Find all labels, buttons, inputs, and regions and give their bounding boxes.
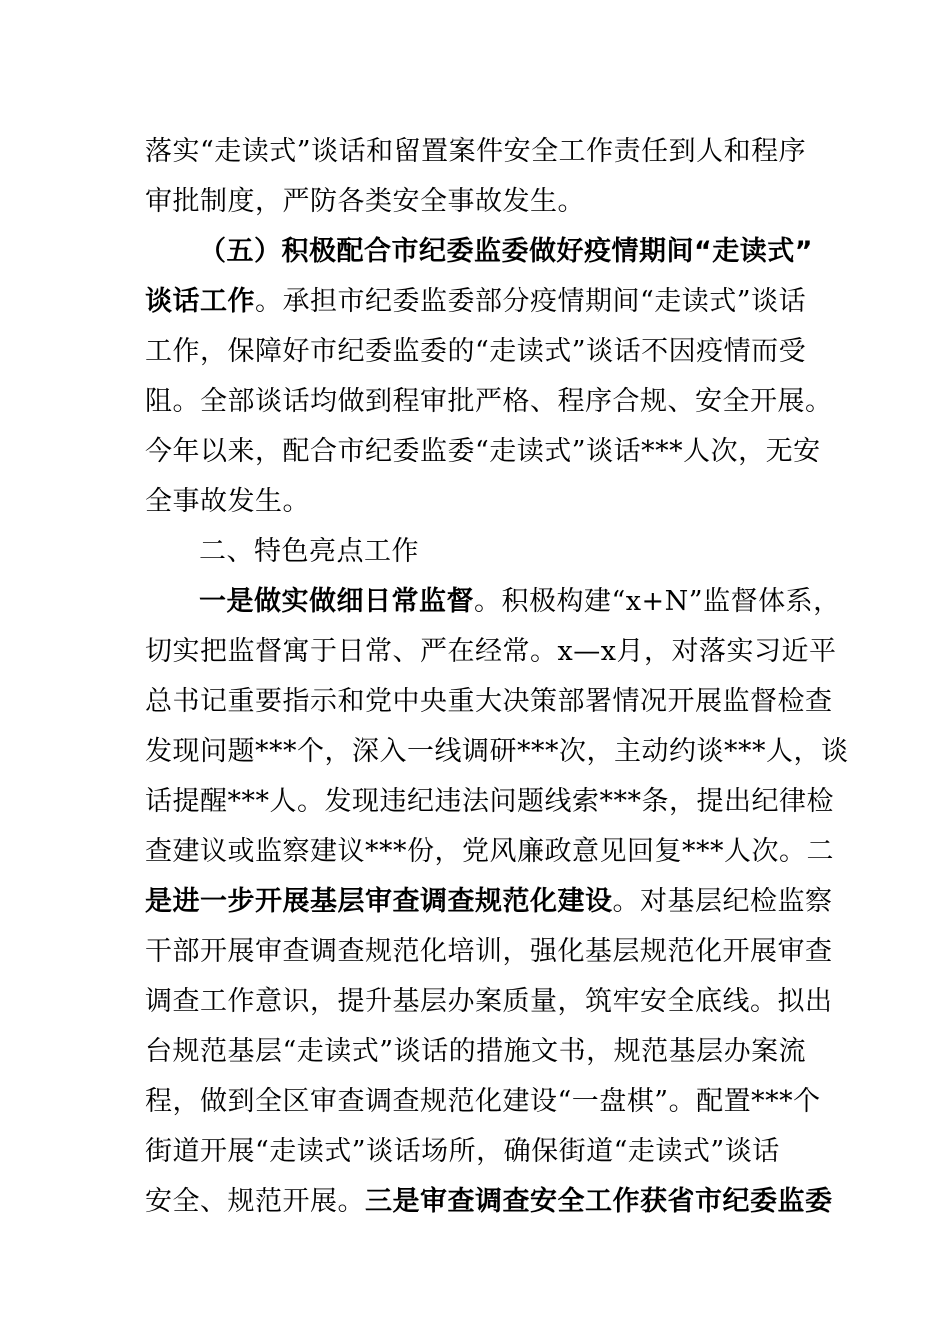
paragraph-3-line-13-text: 安全、规范开展。	[145, 1186, 365, 1217]
paragraph-1-line-2: 审批制度，严防各类安全事故发生。	[145, 186, 585, 217]
paragraph-3-line-2: 切实把监督寓于日常、严在经常。x—x月，对落实习近平	[145, 636, 837, 667]
paragraph-2-line-3: 工作，保障好市纪委监委的“走读式”谈话不因疫情而受	[145, 336, 807, 367]
paragraph-2-line-4: 阻。全部谈话均做到程审批严格、程序合规、安全开展。	[145, 386, 833, 417]
paragraph-3-line-5: 话提醒***人。发现违纪违法问题线索***条，提出纪律检	[145, 786, 834, 817]
paragraph-3-bold-2: 是进一步开展基层审查调查规范化建设	[145, 886, 613, 917]
paragraph-3-bold-1: 一是做实做细日常监督	[199, 586, 474, 617]
paragraph-3-line-3: 总书记重要指示和党中央重大决策部署情况开展监督检查	[145, 686, 833, 717]
paragraph-2-line-5: 今年以来，配合市纪委监委“走读式”谈话***人次，无安	[145, 436, 821, 467]
paragraph-3-line-1	[199, 586, 841, 618]
paragraph-2-line-2-text: 。承担市纪委监委部分疫情期间“走读式”谈话	[255, 286, 807, 317]
paragraph-2-heading: （五）积极配合市纪委监委做好疫情期间“走读式”	[199, 236, 813, 267]
paragraph-3-line-7-text: 。对基层纪检监察	[612, 886, 833, 917]
paragraph-3-line-9: 调查工作意识，提升基层办案质量，筑牢安全底线。拟出	[145, 986, 833, 1017]
section-heading: 二、特色亮点工作	[199, 536, 419, 567]
paragraph-3-line-10: 台规范基层“走读式”谈话的措施文书，规范基层办案流	[145, 1036, 807, 1067]
paragraph-2-heading-line	[199, 236, 813, 268]
paragraph-3-line-12: 街道开展“走读式”谈话场所，确保街道“走读式”谈话	[145, 1136, 780, 1167]
paragraph-2-line-6: 全事故发生。	[145, 486, 310, 517]
paragraph-3-line-7	[145, 886, 833, 918]
paragraph-3-line-8: 干部开展审查调查规范化培训，强化基层规范化开展审查	[145, 936, 833, 967]
paragraph-3-line-13	[145, 1186, 833, 1218]
paragraph-3-line-1-text: 。积极构建“x+N”监督体系，	[474, 586, 841, 617]
paragraph-2-heading-end: 谈话工作	[145, 286, 255, 317]
paragraph-3-line-11: 程，做到全区审查调查规范化建设“一盘棋”。配置***个	[145, 1086, 821, 1117]
paragraph-2-line-2	[145, 286, 806, 318]
paragraph-3-bold-3: 三是审查调查安全工作获省市纪委监委	[365, 1186, 833, 1217]
paragraph-3-line-6: 查建议或监察建议***份，党风廉政意见回复***人次。二	[145, 836, 834, 867]
paragraph-1-line-1: 落实“走读式”谈话和留置案件安全工作责任到人和程序	[145, 136, 807, 167]
paragraph-3-line-4: 发现问题***个，深入一线调研***次，主动约谈***人，谈	[145, 736, 849, 767]
